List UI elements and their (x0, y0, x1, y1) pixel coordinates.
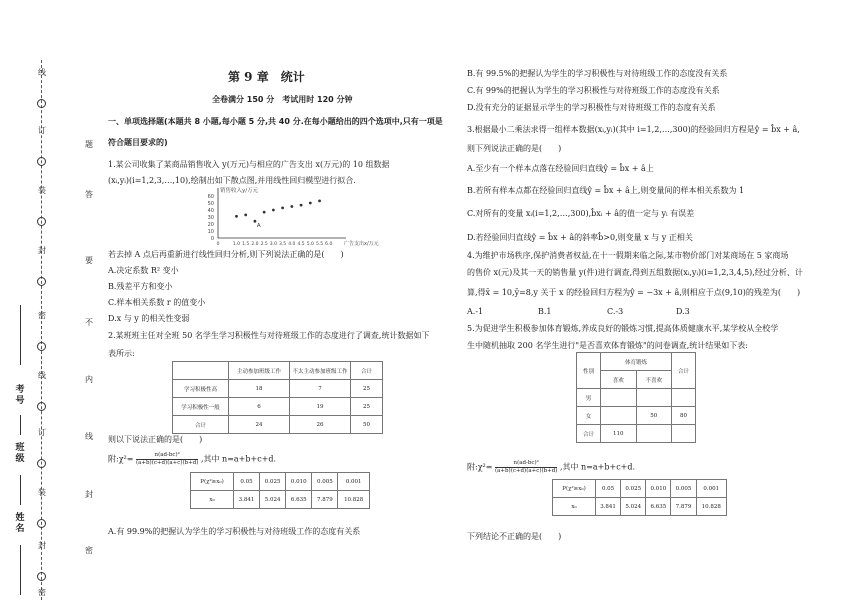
q1-option-d: D.x 与 y 的相关性变弱 (108, 314, 190, 323)
y-tick-label: 60 (207, 193, 214, 200)
q4-option-a: A.-1 (467, 307, 484, 316)
q4-option-d: D.3 (676, 307, 690, 316)
x-tick-label: 4.5 (297, 242, 305, 247)
binding-inner-char: 不 (85, 318, 93, 327)
table-cell (671, 425, 695, 443)
q3-option-b: B.若所有样本点都在经验回归直线ŷ = b̂x + â上,则变量间的样本相关系数为 1 (467, 186, 745, 195)
formula-prefix: 附:χ²= (108, 454, 134, 464)
table-row (173, 380, 383, 398)
binding-hole (37, 572, 46, 581)
y-tick-label: 50 (207, 200, 214, 207)
field-exam-number: 考号 (15, 385, 25, 406)
q2-critical-table (190, 472, 370, 509)
binding-char: 装 (38, 488, 46, 497)
table-cell: 0.010 (286, 473, 312, 491)
q2-option-c: C.有 99%的把握认为学生的学习积极性与对待班级工作的态度没有关系 (467, 86, 720, 95)
table-cell: 25 (351, 380, 383, 398)
binding-char: 订 (38, 428, 46, 437)
binding-hole (37, 402, 46, 411)
table-cell: 7 (290, 380, 351, 398)
x-tick-label: 5.0 (306, 242, 314, 247)
x-tick-label: 1.0 (232, 242, 241, 247)
q1-stem-cont: (xᵢ,yᵢ)(i=1,2,3,…,10),绘制出如下散点图,并用线性回归模型进行拟合. (108, 176, 356, 185)
binding-inner-char: 内 (85, 375, 93, 384)
scatter-point (281, 207, 284, 210)
table-cell: 3.841 (596, 498, 621, 516)
q5-stem: 5.为促进学生积极参加体育锻炼,养成良好的锻炼习惯,提高体质健康水平,某学校从全校学 (467, 324, 779, 333)
binding-char: 订 (38, 126, 46, 135)
table-cell: 25 (351, 398, 383, 416)
table-cell: 80 (671, 407, 695, 425)
scatter-point (235, 215, 238, 218)
formula-denominator: (a+b)(c+d)(a+c)(b+d) (136, 460, 199, 466)
q5-stem-cont: 生中随机抽取 200 名学生进行"是否喜欢体育锻炼"的问卷调查,统计结果如下表: (467, 341, 748, 350)
table-cell: 5.024 (621, 498, 646, 516)
table-cell (636, 389, 671, 407)
table-cell: P(χ²≥x₀) (191, 473, 234, 491)
section-heading-cont: 符合题目要求的) (108, 138, 168, 147)
binding-hole (37, 277, 46, 286)
table-cell: 合计 (173, 416, 229, 434)
table-cell: 0.05 (596, 480, 621, 498)
table-cell: 0.025 (621, 480, 646, 498)
formula-suffix: ,其中 n=a+b+c+d. (559, 462, 636, 472)
q4-option-b: B.1 (538, 307, 552, 316)
formula-fraction (136, 452, 198, 467)
x-tick-label: 3.0 (269, 242, 277, 247)
q5-formula (467, 460, 635, 475)
table-cell: 50 (351, 416, 383, 434)
table-cell: 0.001 (338, 473, 370, 491)
binding-inner-char: 答 (85, 190, 93, 199)
q3-option-c: C.对所有的变量 xᵢ(i=1,2,…,300),b̂xᵢ + â的值一定与 yᵢ 有误差 (467, 209, 695, 218)
x-tick-label: 4.0 (288, 242, 296, 247)
page-subtitle: 全卷满分 150 分 考试用时 120 分钟 (212, 95, 353, 104)
table-cell (600, 407, 636, 425)
table-cell: 0.010 (646, 480, 671, 498)
table-cell: 6.635 (286, 491, 312, 509)
y-tick-label: 30 (207, 214, 214, 221)
table-header: 合计 (351, 362, 383, 380)
binding-char: 封 (38, 246, 46, 255)
q4-stem-cont2: 算,得x̄ = 10,ȳ=8,y 关于 x 的经验回归方程为ŷ = −3x + â,则相应于点(9,10)的残差为( ) (467, 288, 801, 297)
table-cell: 合计 (577, 425, 601, 443)
table-cell: 50 (636, 407, 671, 425)
binding-inner-char: 密 (85, 546, 93, 555)
q1-option-b: B.残差平方和变小 (108, 282, 173, 291)
q4-stem-cont: 的售价 x(元)及其一天的销售量 y(件)进行调查,得到五组数据(xᵢ,yᵢ)(i=1,2,3,4,5),经过分析、计 (467, 268, 803, 277)
x-tick-label: 2.0 (251, 242, 259, 247)
binding-hole (37, 519, 46, 528)
table-cell (636, 425, 671, 443)
field-line (20, 475, 21, 505)
table-header (173, 362, 229, 380)
table-cell: 7.879 (671, 498, 696, 516)
table-cell: 0.05 (234, 473, 260, 491)
table-cell: 26 (290, 416, 351, 434)
q5-critical-table (552, 479, 727, 516)
q1-option-a: A.决定系数 R² 变小 (108, 266, 179, 275)
field-name: 姓名 (15, 513, 25, 534)
field-line (20, 415, 21, 435)
y-tick-label: 0 (210, 235, 214, 242)
scatter-point (244, 214, 247, 217)
table-header: 主动参加班级工作 (229, 362, 290, 380)
table-row (577, 425, 696, 443)
table-cell: 6.635 (646, 498, 671, 516)
binding-inner-char: 要 (85, 256, 93, 265)
q2-question: 则以下说法正确的是( ) (108, 435, 203, 444)
table-cell: 18 (229, 380, 290, 398)
y-tick-label: 10 (207, 228, 214, 235)
y-tick-label: 40 (207, 207, 214, 214)
q4-option-c: C.-3 (607, 307, 624, 316)
binding-hole (37, 217, 46, 226)
q5-question: 下列结论不正确的是( ) (467, 532, 562, 541)
x-tick-label: 6.0 (325, 242, 333, 247)
table-cell: 19 (290, 398, 351, 416)
table-cell: 0.005 (671, 480, 696, 498)
binding-hole (37, 459, 46, 468)
field-line (20, 305, 21, 365)
formula-numerator: n(ad-bc)² (495, 460, 557, 468)
formula-prefix: 附:χ²= (467, 462, 493, 472)
table-cell (600, 389, 636, 407)
table-cell: 10.828 (696, 498, 726, 516)
formula-numerator: n(ad-bc)² (136, 452, 198, 460)
binding-char: 装 (38, 186, 46, 195)
page-title: 第 9 章 统计 (228, 70, 305, 84)
binding-inner-char: 题 (85, 140, 93, 149)
q1-option-c: C.样本相关系数 r 的值变小 (108, 298, 206, 307)
scatter-point (272, 209, 275, 212)
table-cell: 学习积极性一般 (173, 398, 229, 416)
scatter-point (300, 204, 303, 207)
scatter-point (254, 220, 257, 223)
table-cell: 5.024 (260, 491, 286, 509)
scatter-plot (190, 186, 379, 248)
q2-option-b: B.有 99.5%的把握认为学生的学习积极性与对待班级工作的态度没有关系 (467, 69, 728, 78)
table-row (173, 416, 383, 434)
binding-inner-char: 线 (85, 432, 93, 441)
q3-stem: 3.根据最小二乘法求得一组样本数据(xᵢ,yᵢ)(其中 i=1,2,…,300)的经验回归方程是ŷ = b̂x + â, (467, 125, 800, 134)
q3-stem-cont: 则下列说法正确的是( ) (467, 144, 562, 153)
table-cell: x₀ (191, 491, 234, 509)
table-cell: 不喜欢 (636, 371, 671, 389)
q4-stem: 4.为维护市场秩序,保护消费者权益,在十一假期来临之际,某市物价部门对某商场在 5 家商场 (467, 251, 789, 260)
binding-char: 线 (38, 371, 46, 380)
q2-stem-cont: 表所示: (108, 349, 135, 358)
q2-option-d: D.没有充分的证据显示学生的学习积极性与对待班级工作的态度有关系 (467, 103, 716, 112)
binding-margin (0, 0, 60, 608)
binding-char: 密 (38, 311, 46, 320)
table-cell: P(χ²≥x₀) (553, 480, 596, 498)
table-cell: 合计 (671, 353, 695, 389)
table-cell: 0.005 (312, 473, 338, 491)
binding-char: 密 (38, 588, 46, 597)
x-axis-label: 广告支出x/万元 (344, 241, 379, 247)
field-class: 班级 (15, 443, 25, 464)
table-cell: 0.025 (260, 473, 286, 491)
point-label-a: A (256, 223, 261, 230)
table-cell: 男 (577, 389, 601, 407)
table-cell: 喜欢 (600, 371, 636, 389)
x-tick-label: 5.5 (315, 242, 324, 247)
table-cell: 6 (229, 398, 290, 416)
scatter-point (263, 211, 266, 214)
binding-inner-char: 封 (85, 490, 93, 499)
q2-formula (108, 452, 276, 467)
q2-table (172, 361, 383, 434)
y-tick-label: 20 (207, 221, 214, 228)
table-cell: 0.001 (696, 480, 726, 498)
formula-fraction (495, 460, 557, 475)
table-cell: 女 (577, 407, 601, 425)
binding-char: 封 (38, 541, 46, 550)
q3-option-a: A.至少有一个样本点落在经验回归直线ŷ = b̂x + â上 (467, 164, 654, 173)
table-cell: 7.879 (312, 491, 338, 509)
formula-suffix: ,其中 n=a+b+c+d. (200, 454, 277, 464)
y-axis-label: 销售收入y/万元 (220, 188, 259, 194)
table-cell: 学习积极性高 (173, 380, 229, 398)
q1-question: 若去掉 A 点后再重新进行线性回归分析,则下列说法正确的是( ) (108, 250, 344, 259)
table-cell: 24 (229, 416, 290, 434)
scatter-point (290, 205, 293, 208)
q2-stem: 2.某班班主任对全班 50 名学生学习积极性与对待班级工作的态度进行了调查,统计数据如下 (108, 331, 430, 340)
table-cell: 性别 (577, 353, 601, 389)
table-header: 不太主动参加班级工作 (290, 362, 351, 380)
table-row (173, 398, 383, 416)
x-tick-label: 2.5 (260, 242, 268, 247)
binding-hole (37, 342, 46, 351)
table-cell: 3.841 (234, 491, 260, 509)
table-cell: 体育锻炼 (600, 353, 671, 371)
table-row (577, 407, 696, 425)
table-cell (671, 389, 695, 407)
binding-hole (37, 99, 46, 108)
q5-table (576, 352, 696, 443)
scatter-point (309, 202, 312, 205)
scatter-point (318, 200, 321, 203)
q2-option-a: A.有 99.9%的把握认为学生的学习积极性与对待班级工作的态度有关系 (108, 527, 361, 536)
field-line (20, 545, 21, 595)
binding-hole (37, 157, 46, 166)
x-tick-label: 3.5 (279, 242, 287, 247)
q3-option-d: D.若经验回归直线ŷ = b̂x + â的斜率b̂>0,则变量 x 与 y 正相关 (467, 233, 693, 242)
formula-denominator: (a+b)(c+d)(a+c)(b+d) (495, 468, 558, 474)
table-row (577, 389, 696, 407)
binding-char: 线 (38, 68, 46, 77)
x-tick-label: 0 (216, 242, 220, 247)
x-tick-label: 1.5 (242, 242, 250, 247)
q1-stem: 1.某公司收集了某商品销售收入 y(万元)与相应的广告支出 x(万元)的 10 组数据 (108, 160, 390, 169)
table-cell: x₀ (553, 498, 596, 516)
table-cell: 110 (600, 425, 636, 443)
table-cell: 10.828 (338, 491, 370, 509)
section-heading: 一、单项选择题(本题共 8 小题,每小题 5 分,共 40 分.在每小题给出的四个选项中,只有一项是 (108, 117, 443, 126)
